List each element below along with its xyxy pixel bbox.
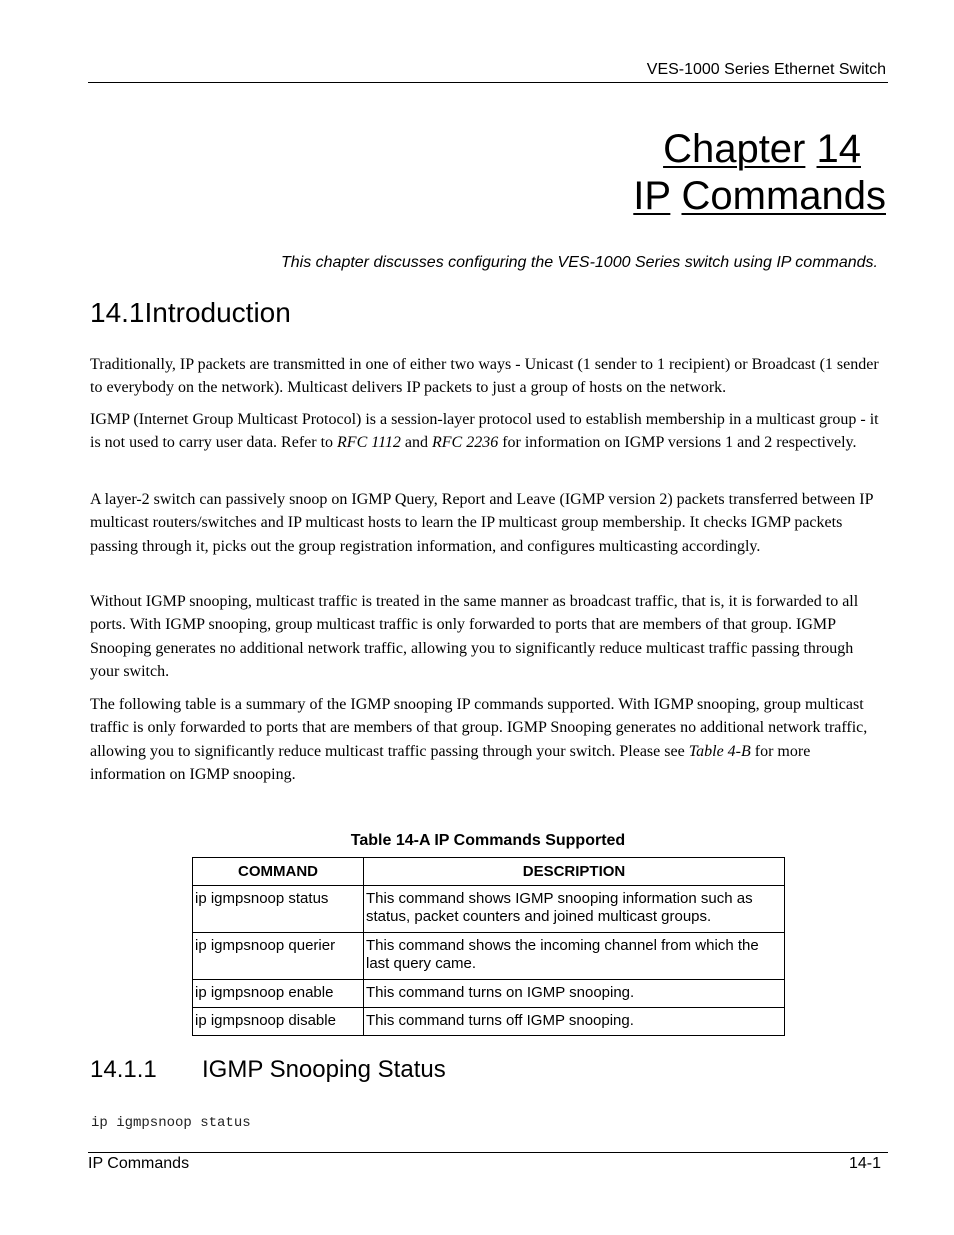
footer-divider bbox=[88, 1152, 888, 1153]
paragraph-unicast-broadcast: Traditionally, IP packets are transmitted in one of either two ways - Unicast (1 sender to 1 recipient) or Broadcast (1 sender to everybody on the network). Multicast delivers IP packets to just a group of hosts on the network. bbox=[90, 356, 879, 397]
paragraph-text: for information on IGMP versions 1 and 2 respectively. bbox=[498, 434, 857, 452]
command-cell: ip igmpsnoop status bbox=[193, 886, 364, 933]
paragraph-text: for more information on IGMP snooping. bbox=[90, 742, 811, 783]
running-header: VES-1000 Series Ethernet Switch bbox=[646, 61, 886, 78]
description-cell: This command turns on IGMP snooping. bbox=[364, 980, 785, 1008]
chapter-title-word-2: Commands bbox=[681, 174, 886, 218]
paragraph-table-summary bbox=[90, 693, 880, 786]
paragraph-without-snooping: Without IGMP snooping, multicast traffic is treated in the same manner as broadcast traffic, that is, it is forwarded to all ports. With IGMP snooping, group multicast traffic is only forwarded to ports that are members of that group. IGMP Snooping generates no additional network traffic, allowing you to significantly reduce multicast traffic passing through your switch. bbox=[90, 593, 859, 680]
chapter-title-word-1: IP bbox=[633, 174, 671, 218]
paragraph-text: and bbox=[400, 434, 432, 452]
paragraph-layer2-snooping: A layer-2 switch can passively snoop on IGMP Query, Report and Leave (IGMP version 2) packets transferred between IP multicast routers/switches and IP multicast hosts to learn the IP multicast group membership. It checks IGMP packets passing through it, picks out the group registration information, and configures multicasting accordingly. bbox=[90, 491, 873, 555]
table-caption: Table 14-A IP Commands Supported bbox=[350, 832, 626, 849]
column-header-command: COMMAND bbox=[193, 858, 364, 886]
description-cell: This command turns off IGMP snooping. bbox=[364, 1008, 785, 1036]
chapter-number-line bbox=[663, 126, 861, 172]
paragraph-text: The following table is a summary of the IGMP snooping IP commands supported. With IGMP snooping, group multicast traffic is only forwarded to ports that are members of that group. IGMP Snooping generates no additional network traffic, allowing you to significantly reduce multicast traffic passing through your switch. Please see bbox=[90, 696, 868, 760]
command-cell: ip igmpsnoop disable bbox=[193, 1008, 364, 1036]
description-cell: This command shows the incoming channel from which the last query came. bbox=[364, 933, 785, 980]
command-cell: ip igmpsnoop enable bbox=[193, 980, 364, 1008]
header-divider bbox=[88, 82, 888, 83]
table-row bbox=[193, 1008, 785, 1036]
rfc-reference: RFC 1112 bbox=[337, 434, 401, 452]
command-cell: ip igmpsnoop querier bbox=[193, 933, 364, 980]
footer-chapter-name: IP Commands bbox=[88, 1155, 190, 1172]
chapter-label: Chapter bbox=[663, 127, 806, 171]
chapter-summary: This chapter discusses configuring the VES-1000 Series switch using IP commands. bbox=[280, 254, 878, 271]
chapter-number: 14 bbox=[816, 127, 861, 171]
page-number: 14-1 bbox=[848, 1155, 881, 1172]
table-row bbox=[193, 933, 785, 980]
command-syntax: ip igmpsnoop status bbox=[91, 1115, 251, 1131]
rfc-reference: RFC 2236 bbox=[431, 434, 499, 452]
table-header-row bbox=[193, 858, 785, 886]
section-heading-introduction: 14.1Introduction bbox=[90, 297, 291, 328]
column-header-description: DESCRIPTION bbox=[364, 858, 785, 886]
table-reference: Table 4-B bbox=[688, 742, 751, 760]
subsection-heading-igmp-status: IGMP Snooping Status bbox=[202, 1056, 446, 1083]
subsection-number: 14.1.1 bbox=[90, 1056, 157, 1083]
table-row bbox=[193, 886, 785, 933]
ip-commands-table bbox=[192, 857, 785, 1036]
description-cell: This command shows IGMP snooping information such as status, packet counters and joined multicast groups. bbox=[364, 886, 785, 933]
paragraph-igmp-definition bbox=[90, 408, 880, 455]
table-row bbox=[193, 980, 785, 1008]
chapter-title bbox=[633, 173, 886, 219]
paragraph-text: IGMP (Internet Group Multicast Protocol) is a session-layer protocol used to establish membership in a multicast group - it is not used to carry user data. Refer to bbox=[90, 411, 879, 452]
